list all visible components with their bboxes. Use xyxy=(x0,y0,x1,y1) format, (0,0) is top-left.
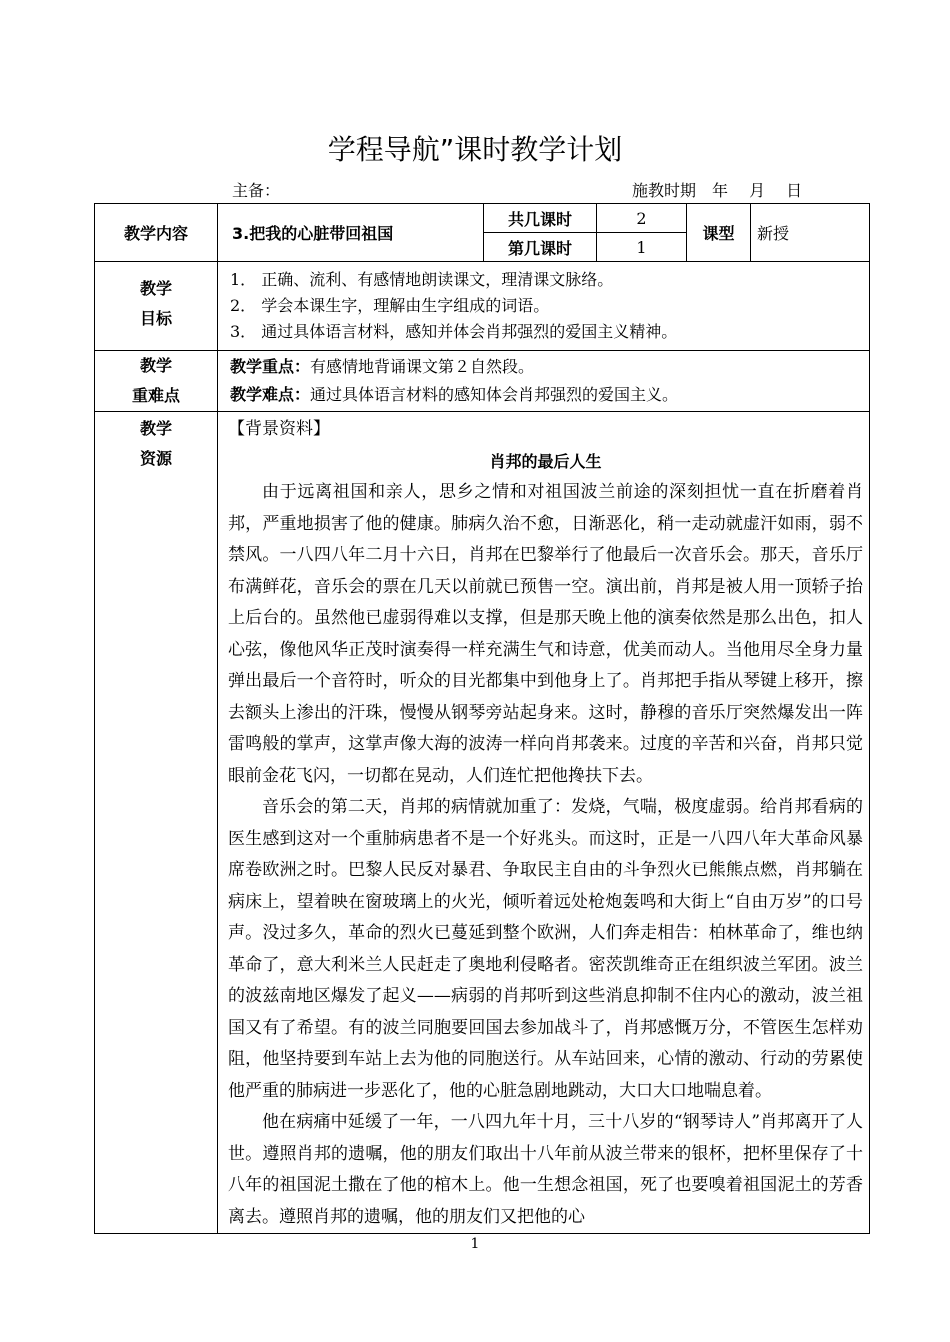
key-point xyxy=(230,353,869,381)
goal-item: 2． 学会本课生字，理解由生字组成的词语。 xyxy=(230,296,550,315)
keys-label xyxy=(95,351,218,412)
goals-label-line1: 教学 xyxy=(139,279,172,298)
current-period-value: 1 xyxy=(597,233,687,262)
resources-label-line2: 资源 xyxy=(139,449,172,468)
goals-list xyxy=(218,262,870,351)
article-paragraph: 他在病痛中延缓了一年，一八四九年十月，三十八岁的“钢琴诗人”肖邦离开了人世。遵照肖邦的遗嘱，他的朋友们取出十八年前从波兰带来的银杯，把杯里保存了十八年的祖国泥土撒在了他的棺木上。他一生想念祖国，死了也要嗅着祖国泥土的芳香离去。遵照肖邦的遗嘱，他的朋友们又把他的心 xyxy=(228,1112,863,1227)
total-periods-value: 2 xyxy=(597,204,687,233)
lesson-plan-table xyxy=(94,203,870,1234)
host-label: 主备： xyxy=(232,181,281,200)
total-periods-label: 共几课时 xyxy=(484,204,597,233)
type-label: 课型 xyxy=(687,204,751,262)
difficult-point-text: 通过具体语言材料的感知体会肖邦强烈的爱国主义。 xyxy=(310,385,679,404)
goals-label-line2: 目标 xyxy=(139,309,172,328)
lesson-title: 3.把我的心脏带回祖国 xyxy=(218,204,484,262)
current-period-label: 第几课时 xyxy=(484,233,597,262)
page-number: 1 xyxy=(470,1236,480,1252)
keys-content xyxy=(218,351,870,412)
article-paragraph: 音乐会的第二天，肖邦的病情就加重了：发烧，气喘，极度虚弱。给肖邦看病的医生感到这对一个重肺病患者不是一个好兆头。而这时，正是一八四八年大革命风暴席卷欧洲之时。巴黎人民反对暴君、争取民主自由的斗争烈火已熊熊点燃，肖邦躺在病床上，望着映在窗玻璃上的火光，倾听着远处枪炮轰鸣和大街上“自由万岁”的口号声。没过多久，革命的烈火已蔓延到整个欧洲，人们奔走相告：柏林革命了，维也纳革命了，意大利米兰人民赶走了奥地利侵略者。密茨凯维奇正在组织波兰军团。波兰的波兹南地区爆发了起义——病弱的肖邦听到这些消息抑制不住内心的激动，波兰祖国又有了希望。有的波兰同胞要回国去参加战斗了，肖邦感慨万分，不管医生怎样劝阻，他坚持要到车站上去为他的同胞送行。从车站回来，心情的激动、行动的劳累使他严重的肺病进一步恶化了，他的心脏急剧地跳动，大口大口地喘息着。 xyxy=(228,797,863,1101)
key-point-label: 教学重点： xyxy=(230,357,311,376)
goal-item: 3． 通过具体语言材料，感知并体会肖邦强烈的爱国主义精神。 xyxy=(230,322,678,341)
type-value: 新授 xyxy=(751,204,870,262)
background-tag: 【背景资料】 xyxy=(228,419,330,439)
difficult-point xyxy=(230,381,869,409)
resources-label-line1: 教学 xyxy=(139,419,172,438)
goal-item: 1． 正确、流利、有感情地朗读课文，理清课文脉络。 xyxy=(230,270,614,289)
keys-label-line1: 教学 xyxy=(139,356,172,375)
article-title: 肖邦的最后人生 xyxy=(489,451,602,471)
article-paragraph: 由于远离祖国和亲人，思乡之情和对祖国波兰前途的深刻担忧一直在折磨着肖邦，严重地损害了他的健康。肺病久治不愈，日渐恶化，稍一走动就虚汗如雨，弱不禁风。一八四八年二月十六日，肖邦在巴黎举行了他最后一次音乐会。那天，音乐厅布满鲜花，音乐会的票在几天以前就已预售一空。演出前，肖邦是被人用一顶轿子抬上后台的。虽然他已虚弱得难以支撑，但是那天晚上他的演奏依然是那么出色，扣人心弦，像他风华正茂时演奏得一样充满生气和诗意，优美而动人。当他用尽全身力量弹出最后一个音符时，听众的目光都集中到他身上了。肖邦把手指从琴键上移开，擦去额头上渗出的汗珠，慢慢从钢琴旁站起身来。这时，静穆的音乐厅突然爆发出一阵雷鸣般的掌声，这掌声像大海的波涛一样向肖邦袭来。过度的辛苦和兴奋，肖邦只觉眼前金花飞闪，一切都在晃动，人们连忙把他搀扶下去。 xyxy=(228,482,863,786)
resources-label xyxy=(95,412,218,1234)
content-label: 教学内容 xyxy=(95,204,218,262)
date-label: 施教时期 年 月 日 xyxy=(632,181,803,200)
resources-content xyxy=(218,412,870,1234)
keys-label-line2: 重难点 xyxy=(131,386,180,405)
goals-label xyxy=(95,262,218,351)
key-point-text: 有感情地背诵课文第２自然段。 xyxy=(310,357,535,376)
page-title: 学程导航”课时教学计划 xyxy=(327,133,623,166)
difficult-point-label: 教学难点： xyxy=(230,385,311,404)
